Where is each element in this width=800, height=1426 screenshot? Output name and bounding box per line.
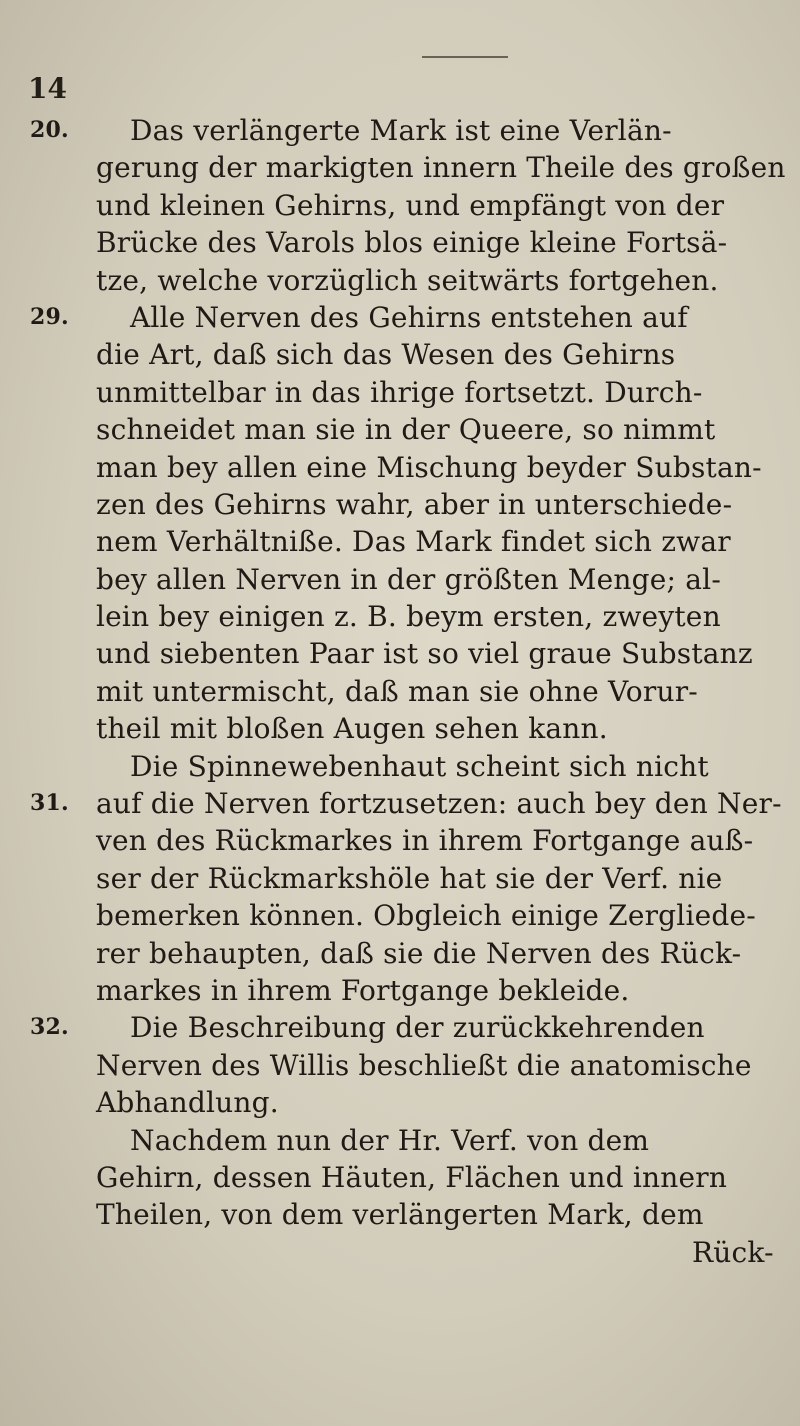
- text-line: [30, 299, 790, 336]
- text-line: [30, 374, 790, 411]
- text-line: [30, 336, 790, 373]
- line-text: Alle Nerven des Gehirns entstehen auf: [130, 300, 688, 334]
- line-text: Abhandlung.: [96, 1086, 279, 1120]
- line-text: mit untermischt, daß man sie ohne Vorur-: [96, 674, 698, 708]
- line-text: zen des Gehirns wahr, aber in unterschiede-: [96, 487, 733, 521]
- text-line: [30, 673, 790, 710]
- text-line: [30, 112, 790, 149]
- line-text: ser der Rückmarkshöle hat sie der Verf. nie: [96, 861, 723, 895]
- text-line: [30, 1084, 790, 1121]
- text-line: [30, 523, 790, 560]
- text-line: [30, 1159, 790, 1196]
- text-line: [30, 262, 790, 299]
- text-line: [30, 822, 790, 859]
- text-line: [30, 411, 790, 448]
- line-text: bey allen Nerven in der größten Menge; al-: [96, 562, 722, 596]
- line-text: Nachdem nun der Hr. Verf. von dem: [130, 1123, 650, 1157]
- paragraph-number: 31.: [30, 790, 69, 817]
- text-line: [30, 785, 790, 822]
- text-line: [30, 897, 790, 934]
- line-text: ven des Rückmarkes in ihrem Fortgange auß-: [96, 824, 754, 858]
- header-rule: [422, 56, 508, 58]
- paragraph-number: 29.: [30, 303, 69, 330]
- text-line: [30, 1234, 790, 1271]
- text-line: [30, 748, 790, 785]
- line-text: unmittelbar in das ihrige fortsetzt. Durch-: [96, 375, 703, 409]
- text-line: [30, 224, 790, 261]
- text-line: [30, 561, 790, 598]
- text-line: [30, 598, 790, 635]
- text-line: [30, 1009, 790, 1046]
- line-text: Das verlängerte Mark ist eine Verlän-: [130, 114, 672, 147]
- text-line: [30, 1196, 790, 1233]
- line-text: rer behaupten, daß sie die Nerven des Rück-: [96, 936, 742, 970]
- line-text: nem Verhältniße. Das Mark findet sich zwar: [96, 525, 731, 559]
- line-text: und siebenten Paar ist so viel graue Substanz: [96, 637, 753, 671]
- line-text: man bey allen eine Mischung beyder Substan-: [96, 450, 762, 484]
- line-text: Die Beschreibung der zurückkehrenden: [130, 1011, 705, 1045]
- text-line: [30, 1122, 790, 1159]
- text-line: [30, 710, 790, 747]
- page-text: [30, 112, 790, 1271]
- text-line: [30, 187, 790, 224]
- line-text: Brücke des Varols blos einige kleine Fortsä-: [96, 226, 728, 260]
- line-text: schneidet man sie in der Queere, so nimmt: [96, 413, 716, 447]
- line-text: auf die Nerven fortzusetzen: auch bey den Ner-: [96, 787, 782, 821]
- text-line: [30, 972, 790, 1009]
- paragraph-number: 20.: [30, 117, 69, 143]
- text-line: [30, 635, 790, 672]
- paragraph-number: 32.: [30, 1014, 69, 1041]
- line-text: und kleinen Gehirns, und empfängt von der: [96, 188, 725, 222]
- line-text: Gehirn, dessen Häuten, Flächen und innern: [96, 1160, 728, 1194]
- text-line: [30, 1047, 790, 1084]
- line-text: gerung der markigten innern Theile des großen: [96, 151, 786, 185]
- text-line: [30, 935, 790, 972]
- line-text: Rück-: [692, 1235, 774, 1269]
- line-text: lein bey einigen z. B. beym ersten, zweyten: [96, 600, 721, 634]
- text-line: [30, 449, 790, 486]
- text-line: [30, 860, 790, 897]
- line-text: bemerken können. Obgleich einige Zergliede-: [96, 899, 756, 933]
- line-text: markes in ihrem Fortgange bekleide.: [96, 973, 630, 1007]
- line-text: Nerven des Willis beschließt die anatomische: [96, 1048, 752, 1082]
- text-line: [30, 486, 790, 523]
- text-line: [30, 149, 790, 186]
- line-text: Die Spinnewebenhaut scheint sich nicht: [130, 749, 709, 783]
- page-number: 14: [28, 72, 67, 105]
- line-text: die Art, daß sich das Wesen des Gehirns: [96, 338, 676, 372]
- line-text: tze, welche vorzüglich seitwärts fortgehen.: [96, 263, 719, 297]
- line-text: theil mit bloßen Augen sehen kann.: [96, 712, 608, 746]
- line-text: Theilen, von dem verlängerten Mark, dem: [96, 1198, 704, 1232]
